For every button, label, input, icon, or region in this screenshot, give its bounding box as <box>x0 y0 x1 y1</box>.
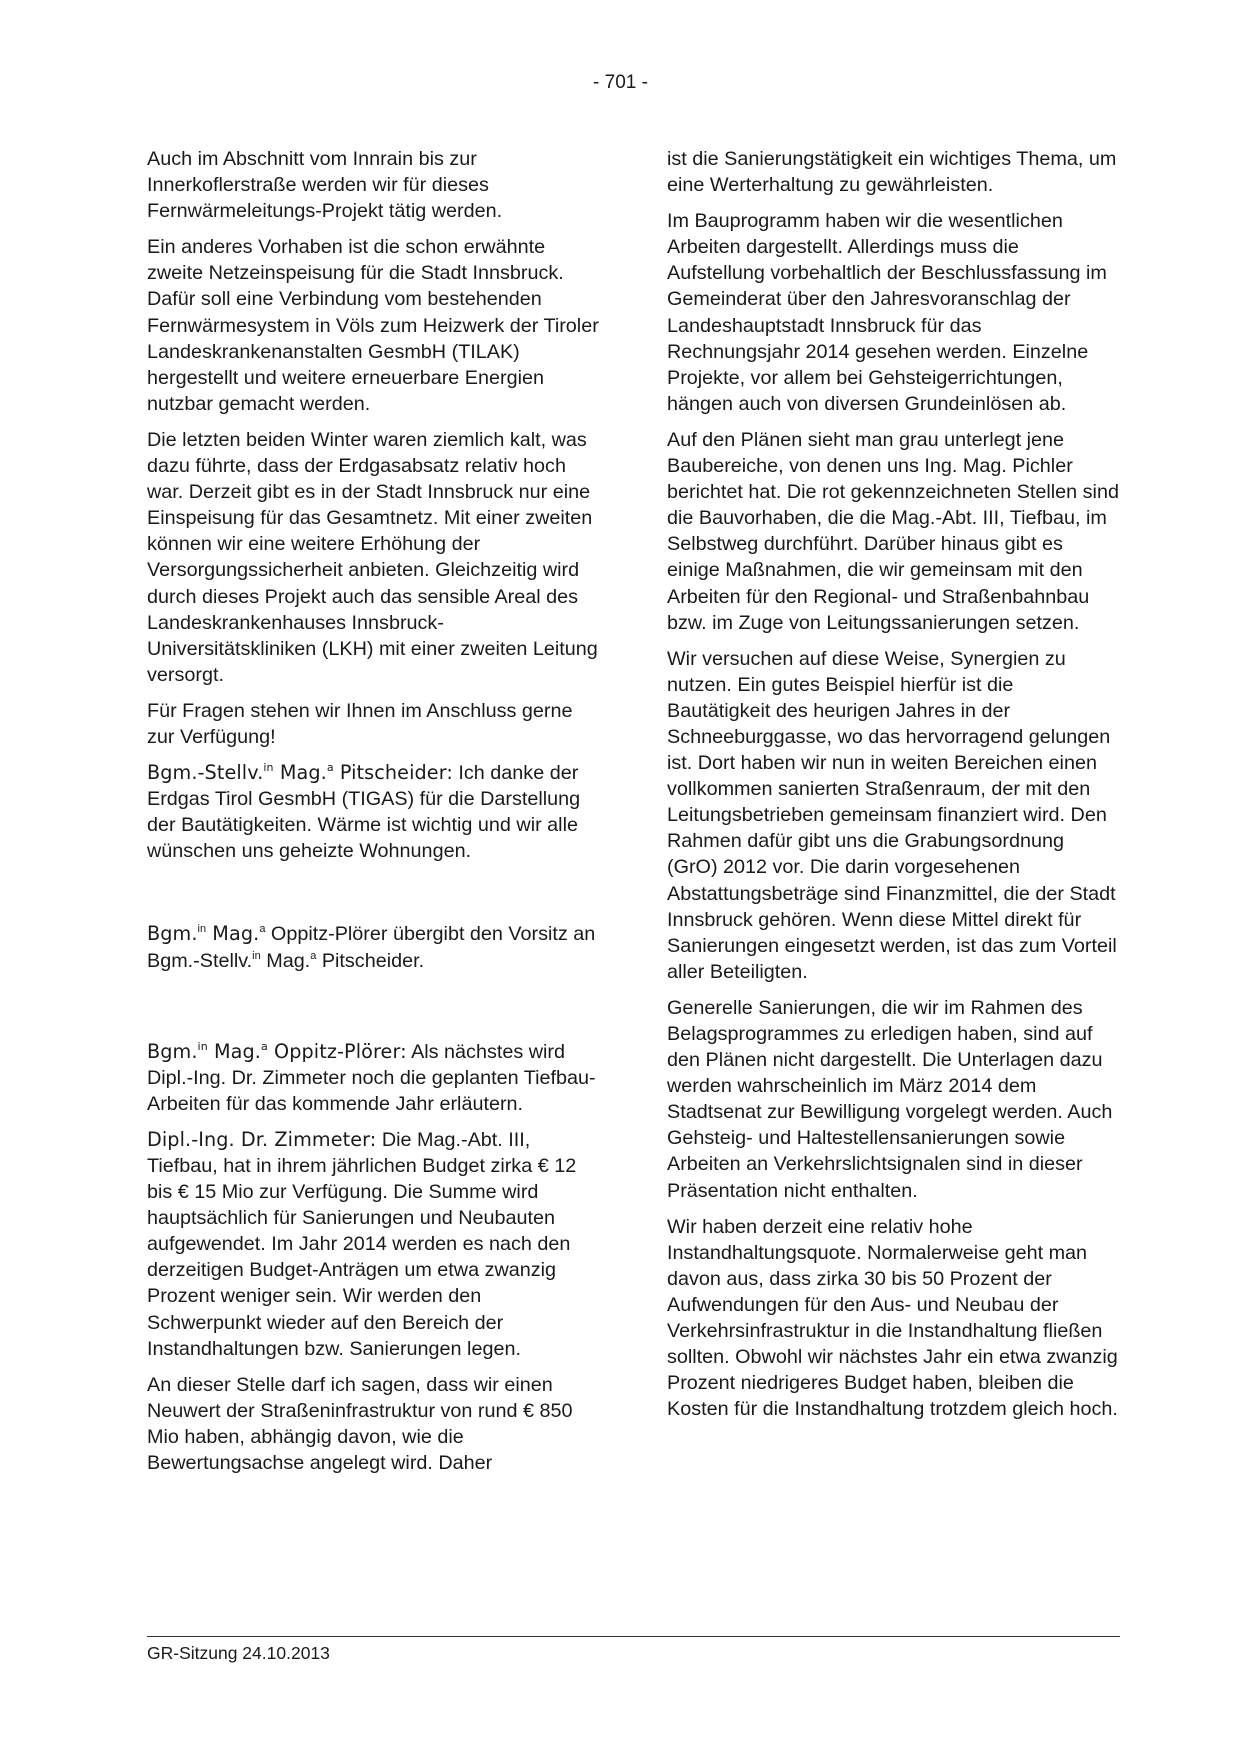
spacer <box>147 874 599 921</box>
spacer <box>147 984 599 1039</box>
paragraph: Auch im Abschnitt vom Innrain bis zur Innerkoflerstraße werden wir für dieses Fernwärmeleitungs-Projekt tätig werden. <box>147 148 503 223</box>
footer-divider <box>147 1636 1120 1637</box>
procedural-note: Bgm.$^{in}$ Mag.$^a$ Oppitz-Plörer übergibt den Vorsitz an Bgm.-Stellv.$^{in}$ Mag.$^a$ Pitscheider. <box>147 922 596 972</box>
paragraph: Ein anderes Vorhaben ist die schon erwähnte zweite Netzeinspeisung für die Stadt Innsbruck. Dafür soll eine Verbindung vom bestehenden Fernwärmesystem in Völs zum Heizwerk der Tiroler Landeskrankenanstalten GesmbH (TILAK) hergestellt und weitere erneuerbare Energien nutzbar gemacht werden. <box>147 236 599 415</box>
paragraph: Generelle Sanierungen, die wir im Rahmen des Belagsprogrammes zu erledigen haben, sind auf den Plänen nicht dargestellt. Die Unterlagen dazu werden wahrscheinlich im März 2014 dem Stadtsenat zur Bewilligung vorgelegt werden. Auch Gehsteig- und Haltestellensanierungen sowie Arbeiten an Verkehrslichtsignalen sind in dieser Präsentation nicht enthalten. <box>667 996 1113 1202</box>
paragraph: Im Bauprogramm haben wir die wesentlichen Arbeiten dargestellt. Allerdings muss die Aufstellung vorbehaltlich der Beschlussfassung im Gemeinderat über den Jahresvoranschlag der Landeshauptstadt Innsbruck für das Rechnungsjahr 2014 gesehen werden. Einzelne Projekte, vor allem bei Gehsteigerrichtungen, hängen auch von diversen Grundeinlösen ab. <box>667 210 1107 415</box>
paragraph: ist die Sanierungstätigkeit ein wichtiges Thema, um eine Werterhaltung zu gewährleisten. <box>667 148 1117 197</box>
paragraph: Auf den Plänen sieht man grau unterlegt jene Baubereiche, von denen uns Ing. Mag. Pichler berichtet hat. Die rot gekennzeichneten Stellen sind die Bauvorhaben, die die Mag.-Abt. III, Tiefbau, im Selbstweg durchführt. Darüber hinaus gibt es einige Maßnahmen, die wir gemeinsam mit den Arbeiten für den Regional- und Straßenbahnbau bzw. im Zuge von Leitungssanierungen setzen. <box>667 428 1119 634</box>
left-column <box>147 146 599 1486</box>
speaker-name: Dipl.-Ing. Dr. Zimmeter: <box>147 1127 377 1151</box>
paragraph: Für Fragen stehen wir Ihnen im Anschluss gerne zur Verfügung! <box>147 699 573 748</box>
speaker-paragraph: Dipl.-Ing. Dr. Zimmeter: Die Mag.-Abt. III, Tiefbau, hat in ihrem jährlichen Budget zirka € 12 bis € 15 Mio zur Verfügung. Die Summe wird hauptsächlich für Sanierungen und Neubauten aufgewendet. Im Jahr 2014 werden es nach den derzeitigen Budget-Anträgen um etwa zwanzig Prozent weniger sein. Wir werden den Schwerpunkt wieder auf den Bereich der Instandhaltungen bzw. Sanierungen legen. <box>147 1127 577 1360</box>
right-column <box>667 146 1119 1432</box>
speaker-name: Bgm.-Stellv.$^{in}$ Mag.$^a$ Pitscheider: <box>147 761 453 785</box>
page-number: - 701 - <box>593 72 648 93</box>
speaker-paragraph: Bgm.$^{in}$ Mag.$^a$ Oppitz-Plörer: Als nächstes wird Dipl.-Ing. Dr. Zimmeter noch die geplanten Tiefbau-Arbeiten für das kommende Jahr erläutern. <box>147 1039 596 1115</box>
speaker-paragraph: Bgm.-Stellv.$^{in}$ Mag.$^a$ Pitscheider: Ich danke der Erdgas Tirol GesmbH (TIGAS) für die Darstellung der Bautätigkeiten. Wärme ist wichtig und wir alle wünschen uns geheizte Wohnungen. <box>147 761 581 863</box>
speaker-name: Bgm.$^{in}$ Mag.$^a$ Oppitz-Plörer: <box>147 1039 407 1063</box>
paragraph: An dieser Stelle darf ich sagen, dass wir einen Neuwert der Straßeninfrastruktur von rund € 850 Mio haben, abhängig davon, wie die Bewertungsachse angelegt wird. Daher <box>147 1373 573 1475</box>
paragraph: Die letzten beiden Winter waren ziemlich kalt, was dazu führte, dass der Erdgasabsatz relativ hoch war. Derzeit gibt es in der Stadt Innsbruck nur eine Einspeisung für das Gesamtnetz. Mit einer zweiten können wir eine weitere Erhöhung der Versorgungssicherheit anbieten. Gleichzeitig wird durch dieses Projekt auch das sensible Areal des Landeskrankenhauses Innsbruck-Universitätskliniken (LKH) mit einer zweiten Leitung versorgt. <box>147 428 598 686</box>
paragraph: Wir versuchen auf diese Weise, Synergien zu nutzen. Ein gutes Beispiel hierfür ist die Bautätigkeit des heurigen Jahres in der Schneeburggasse, wo das hervorragend gelungen ist. Dort haben wir nun in weiten Bereichen einen vollkommen sanierten Straßenraum, der mit den Leitungsbetrieben gemeinsam finanziert wird. Den Rahmen dafür gibt uns die Grabungsordnung (GrO) 2012 vor. Die darin vorgesehenen Abstattungsbeträge sind Finanzmittel, die der Stadt Innsbruck gehören. Wenn diese Mittel direkt für Sanierungen eingesetzt werden, ist das zum Vorteil aller Beteiligten. <box>667 647 1117 983</box>
paragraph: Wir haben derzeit eine relativ hohe Instandhaltungsquote. Normalerweise geht man davon aus, dass zirka 30 bis 50 Prozent der Aufwendungen für den Aus- und Neubau der Verkehrsinfrastruktur in die Instandhaltung fließen sollten. Obwohl wir nächstes Jahr ein etwa zwanzig Prozent niedrigeres Budget haben, bleiben die Kosten für die Instandhaltung trotzdem gleich hoch. <box>667 1215 1118 1421</box>
footer-session-date: GR-Sitzung 24.10.2013 <box>147 1643 330 1663</box>
